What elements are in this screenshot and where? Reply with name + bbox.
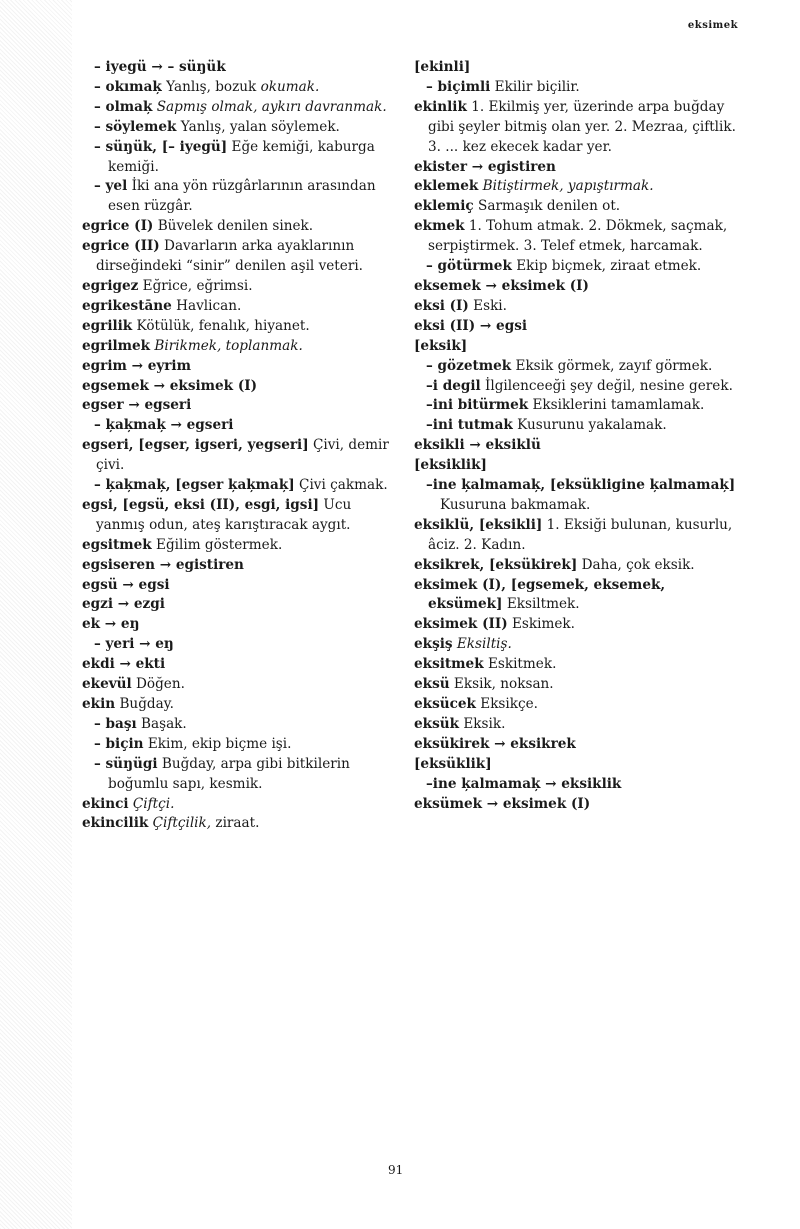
dictionary-entry — [414, 98, 736, 158]
dictionary-entry — [82, 496, 392, 536]
definition-text: 1. Tohum atmak. 2. Dökmek, saçmak, serpiştirmek. 3. Telef etmek, harcamak. — [428, 218, 728, 255]
headword: – biçimli — [426, 78, 491, 95]
dictionary-entry — [82, 556, 392, 576]
dictionary-entry — [414, 297, 736, 317]
dictionary-entry — [82, 217, 392, 237]
definition-text: Havlican. — [171, 297, 242, 314]
headword: egsemek → eksimek (I) — [82, 377, 258, 394]
running-head: eksimek — [687, 20, 738, 31]
headword: [eksüklik] — [414, 755, 492, 772]
definition-text: Davarların arka ayaklarının dirseğindeki “sinir” denilen aşil veteri. — [96, 238, 363, 275]
dictionary-entry — [414, 277, 736, 297]
definition-text: Kusurunu yakalamak. — [512, 417, 667, 434]
headword: egzi → ezgi — [82, 596, 165, 613]
dictionary-entry — [414, 675, 736, 695]
headword: –ini tutmak — [426, 417, 513, 434]
headword: ekinlik — [414, 98, 467, 115]
headword: ekmek — [414, 218, 465, 235]
definition-text: Eksiltiş. — [452, 636, 512, 653]
headword: ekevül — [82, 676, 132, 693]
definition-text: Bitiştirmek, yapıştırmak. — [478, 178, 654, 195]
headword: egsitmek — [82, 536, 152, 553]
dictionary-subentry — [82, 735, 392, 755]
headword: – iyegü → – süŋük — [94, 59, 226, 75]
headword: eksü — [414, 676, 450, 693]
headword: [ekinli] — [414, 59, 471, 75]
dictionary-entry — [414, 556, 736, 576]
definition-text: İki ana yön rüzgârlarının arasından esen rüzgâr. — [108, 178, 376, 215]
headword: [eksiklik] — [414, 457, 487, 474]
definition-text: Eskitmek. — [483, 656, 557, 673]
headword: – biçin — [94, 735, 144, 752]
headword: –ini bitürmek — [426, 397, 529, 414]
definition-text: Eğe kemiği, kaburga kemiği. — [108, 138, 375, 175]
dictionary-column-left — [82, 58, 392, 834]
headword: eksük — [414, 715, 460, 732]
dictionary-entry — [82, 396, 392, 416]
dictionary-subentry — [414, 416, 736, 436]
dictionary-entry — [414, 635, 736, 655]
dictionary-entry — [82, 377, 392, 397]
headword: eksikrek, [eksükirek] — [414, 556, 578, 573]
headword: – gözetmek — [426, 357, 512, 374]
definition-text: 1. Ekilmiş yer, üzerinde arpa buğday gibi şeyler bitmiş olan yer. 2. Mezraa, çiftlik. 3. ... kez ekecek kadar yer. — [428, 98, 736, 155]
headword: ekin — [82, 696, 116, 712]
definition-text: Buğday, arpa gibi bitkilerin boğumlu sapı, kesmik. — [108, 755, 350, 792]
headword: ekister → egistiren — [414, 158, 556, 175]
dictionary-subentry — [82, 98, 392, 118]
dictionary-subentry — [82, 635, 392, 655]
headword: eksümek → eksimek (I) — [414, 795, 591, 812]
headword: [eksik] — [414, 337, 468, 354]
headword: – ķaķmaķ → egseri — [94, 417, 234, 434]
dictionary-subentry — [414, 377, 736, 397]
headword: egrice (I) — [82, 218, 154, 235]
definition-text: Ekim, ekip biçme işi. — [143, 735, 292, 752]
headword: egsü → egsi — [82, 576, 170, 593]
dictionary-entry — [82, 655, 392, 675]
dictionary-subentry — [414, 357, 736, 377]
definition-text: Ekip biçmek, ziraat etmek. — [511, 258, 702, 275]
definition-text: Buğday. — [115, 696, 174, 712]
dictionary-entry — [414, 217, 736, 257]
definition-text: Eksiltmek. — [502, 596, 580, 613]
headword: eksi (I) — [414, 297, 469, 314]
definition-text: Çiftçi. — [128, 795, 175, 812]
definition-text: Sarmaşık denilen ot. — [473, 198, 621, 215]
headword: eksükirek → eksikrek — [414, 735, 576, 752]
dictionary-entry — [82, 357, 392, 377]
dictionary-entry — [414, 655, 736, 675]
definition-text: Kötülük, fenalık, hiyanet. — [132, 317, 310, 334]
dictionary-subentry — [82, 755, 392, 795]
dictionary-subentry — [414, 476, 736, 516]
headword: egsi, [egsü, eksi (II), esgi, igsi] — [82, 496, 320, 513]
headword: eksimek (I), [egsemek, eksemek, eksümek] — [414, 576, 666, 613]
definition-text: Büvelek denilen sinek. — [153, 218, 314, 235]
dictionary-entry — [414, 615, 736, 635]
dictionary-subentry — [82, 416, 392, 436]
headword: –ine ķalmamaķ → eksiklik — [426, 775, 622, 792]
dictionary-entry — [82, 317, 392, 337]
definition-text: Eksik, noksan. — [449, 676, 554, 693]
definition-text: okumak. — [260, 78, 320, 95]
headword: egseri, [egser, igseri, yegseri] — [82, 437, 309, 454]
headword: – yel — [94, 178, 128, 195]
headword: eklemiç — [414, 198, 474, 215]
definition-text: Ekilir biçilir. — [490, 78, 580, 95]
definition-text: 1. Eksiği bulunan, kusurlu, âciz. 2. Kadın. — [428, 516, 733, 553]
headword: eksemek → eksimek (I) — [414, 277, 589, 294]
headword: egsiseren → egistiren — [82, 556, 244, 573]
dictionary-column-right — [414, 58, 736, 814]
dictionary-entry — [414, 576, 736, 616]
dictionary-entry — [82, 695, 392, 715]
dictionary-subentry — [82, 118, 392, 138]
headword: ekincilik — [82, 815, 149, 832]
dictionary-entry — [82, 536, 392, 556]
headword: – başı — [94, 715, 137, 732]
headword: egrim → eyrim — [82, 357, 191, 374]
definition-text: Birikmek, toplanmak. — [150, 337, 303, 354]
definition-text: Eğrice, eğrimsi. — [138, 277, 253, 294]
dictionary-entry — [82, 795, 392, 815]
headword: – söylemek — [94, 118, 177, 135]
dictionary-entry — [414, 197, 736, 217]
definition-text: Eksik. — [459, 715, 506, 732]
definition-text: ziraat. — [211, 815, 260, 832]
headword: – yeri → eŋ — [94, 636, 174, 653]
headword: ekdi → ekti — [82, 656, 166, 673]
dictionary-entry — [414, 795, 736, 815]
dictionary-entry — [82, 337, 392, 357]
definition-text: İlgilenceeği şey değil, nesine gerek. — [480, 377, 733, 394]
definition-text: Çivi çakmak. — [294, 477, 388, 494]
headword: eksücek — [414, 696, 476, 712]
dictionary-subentry — [414, 78, 736, 98]
definition-text: Sapmış olmak, aykırı davranmak. — [152, 98, 387, 115]
headword: egrice (II) — [82, 238, 160, 255]
dictionary-entry — [82, 814, 392, 834]
headword: eksimek (II) — [414, 616, 508, 633]
headword: eksiklü, [eksikli] — [414, 516, 543, 533]
headword: ek → eŋ — [82, 616, 140, 633]
headword: – ķaķmaķ, [egser ķaķmaķ] — [94, 477, 295, 494]
definition-text: Ucu yanmış odun, ateş karıştıracak aygıt. — [96, 496, 352, 533]
dictionary-subentry — [82, 715, 392, 735]
dictionary-entry — [414, 58, 736, 78]
headword: egrikestāne — [82, 297, 172, 314]
dictionary-entry — [414, 177, 736, 197]
definition-text: Yanlış, bozuk — [161, 78, 261, 95]
dictionary-entry — [82, 297, 392, 317]
dictionary-entry — [414, 317, 736, 337]
headword: – götürmek — [426, 258, 512, 275]
definition-text: Döğen. — [131, 676, 185, 693]
headword: – olmaķ — [94, 98, 153, 115]
definition-text: Yanlış, yalan söylemek. — [176, 118, 340, 135]
definition-text: Eğilim göstermek. — [151, 536, 283, 553]
definition-text: Daha, çok eksik. — [577, 556, 695, 573]
dictionary-subentry — [414, 257, 736, 277]
dictionary-subentry — [82, 58, 392, 78]
headword: –i degil — [426, 377, 481, 394]
dictionary-entry — [414, 755, 736, 775]
dictionary-subentry — [414, 775, 736, 795]
definition-text: Başak. — [136, 715, 187, 732]
headword: eksitmek — [414, 656, 484, 673]
dictionary-entry — [414, 735, 736, 755]
dictionary-entry — [82, 675, 392, 695]
definition-text: Eksikçe. — [475, 696, 538, 712]
dictionary-entry — [82, 576, 392, 596]
dictionary-subentry — [414, 396, 736, 416]
page-number: 91 — [388, 1163, 404, 1177]
dictionary-entry — [414, 715, 736, 735]
dictionary-entry — [82, 237, 392, 277]
headword: – süŋük, [– iyegü] — [94, 138, 228, 155]
headword: – süŋügi — [94, 755, 158, 772]
dictionary-entry — [414, 516, 736, 556]
headword: egrilmek — [82, 337, 151, 354]
definition-text: Çivi, demir çivi. — [96, 437, 389, 474]
headword: eksi (II) → egsi — [414, 317, 528, 334]
dictionary-subentry — [82, 476, 392, 496]
dictionary-entry — [414, 436, 736, 456]
definition-text: Çiftçilik, — [148, 815, 212, 832]
definition-text: Eskimek. — [507, 616, 575, 633]
scan-margin-texture — [0, 0, 72, 1229]
dictionary-subentry — [82, 177, 392, 217]
dictionary-entry — [82, 615, 392, 635]
headword: ekinci — [82, 795, 129, 812]
dictionary-entry — [82, 277, 392, 297]
dictionary-entry — [414, 695, 736, 715]
dictionary-subentry — [82, 78, 392, 98]
headword: egrilik — [82, 317, 133, 334]
dictionary-subentry — [82, 138, 392, 178]
headword: egser → egseri — [82, 397, 192, 414]
dictionary-entry — [414, 456, 736, 476]
definition-text: Eksiklerini tamamlamak. — [528, 397, 705, 414]
dictionary-entry — [82, 436, 392, 476]
dictionary-entry — [414, 337, 736, 357]
headword: egrigez — [82, 277, 139, 294]
dictionary-entry — [414, 158, 736, 178]
headword: eksikli → eksiklü — [414, 437, 541, 454]
headword: ekşiş — [414, 636, 453, 653]
definition-text: Kusuruna bakmamak. — [440, 496, 591, 513]
headword: eklemek — [414, 178, 479, 195]
definition-text: Eski. — [468, 297, 507, 314]
headword: –ine ķalmamaķ, [eksükligine ķalmamaķ] — [426, 477, 736, 494]
definition-text: Eksik görmek, zayıf görmek. — [511, 357, 713, 374]
headword: – okımaķ — [94, 78, 162, 95]
dictionary-entry — [82, 595, 392, 615]
